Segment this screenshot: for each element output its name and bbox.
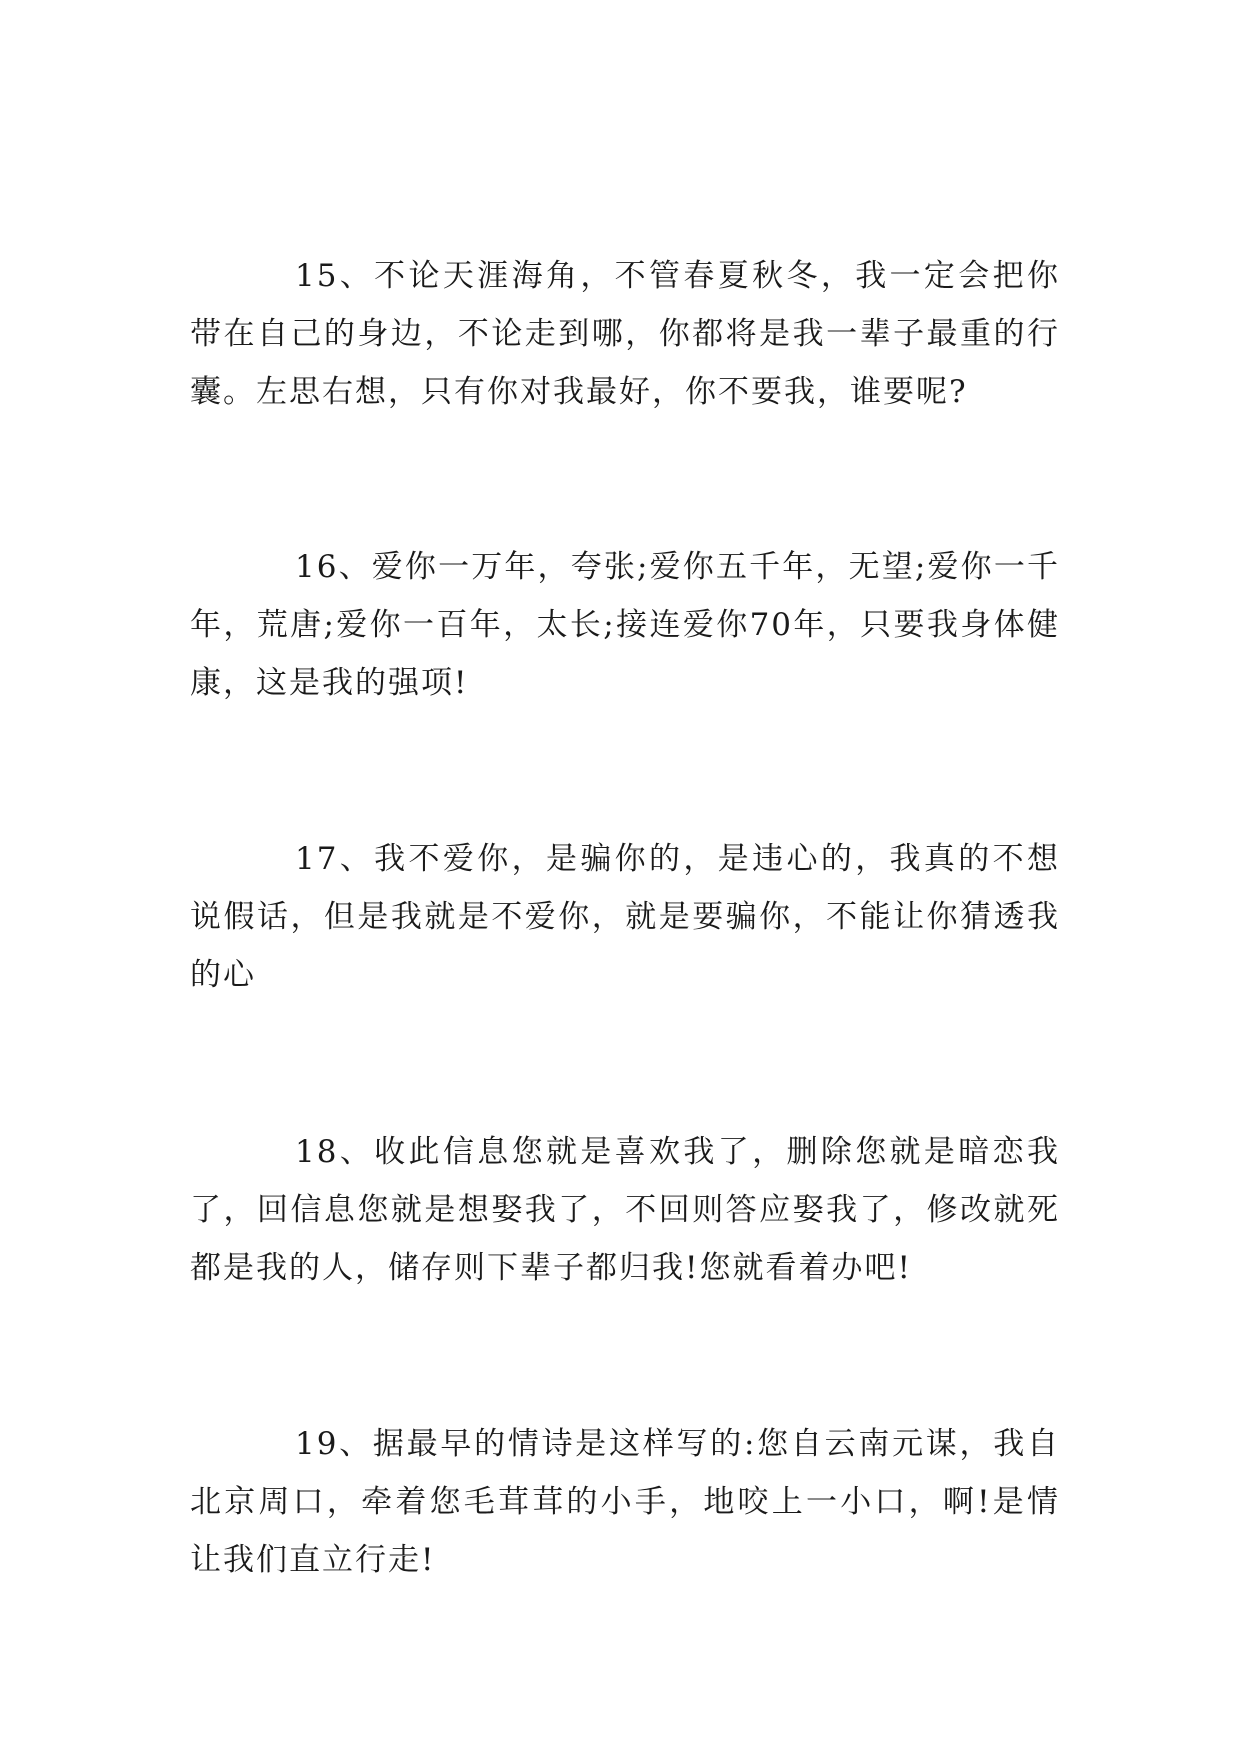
paragraph-15: 15、不论天涯海角，不管春夏秋冬，我一定会把你带在自己的身边，不论走到哪，你都将是我一辈子最重的行囊。左思右想，只有你对我最好，你不要我，谁要呢? [190, 258, 1060, 410]
paragraph-19: 19、据最早的情诗是这样写的:您自云南元谋，我自北京周口，牵着您毛茸茸的小手，地咬上一小口，啊!是情让我们直立行走! [190, 1426, 1060, 1578]
paragraph-18: 18、收此信息您就是喜欢我了，删除您就是暗恋我了，回信息您就是想娶我了，不回则答应娶我了，修改就死都是我的人，储存则下辈子都归我!您就看着办吧! [190, 1134, 1060, 1286]
paragraph-17: 17、我不爱你，是骗你的，是违心的，我真的不想说假话，但是我就是不爱你，就是要骗你，不能让你猜透我的心 [190, 841, 1060, 993]
paragraph-16: 16、爱你一万年，夸张;爱你五千年，无望;爱你一千年，荒唐;爱你一百年，太长;接连爱你70年，只要我身体健康，这是我的强项! [190, 549, 1060, 701]
